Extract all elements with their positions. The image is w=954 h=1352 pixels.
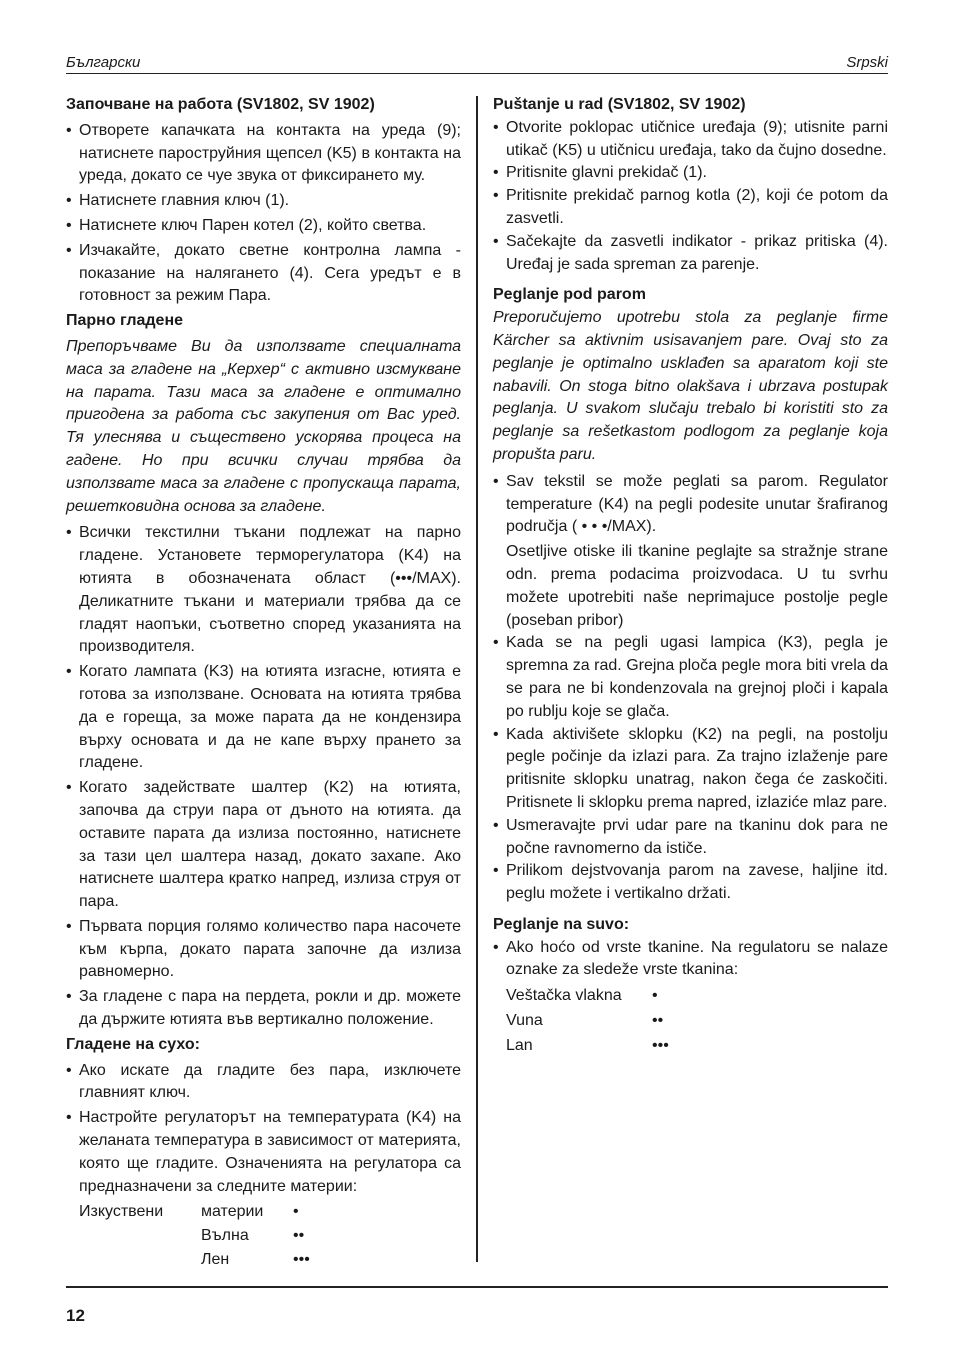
table-row: Veštačka vlakna •	[506, 987, 658, 1005]
start-list	[66, 120, 461, 308]
list-item: • Изчакайте, докато светне контролна лампа - показание на налягането (4). Сега уредът е в готовност за режим Пара.	[66, 241, 461, 305]
subnote: Osetljive otiske ili tkanine peglajte sa stražnje strane odn. prema podacima proizvodaca. U tu svrhu možete upotrebiti naše neprimajuce postolje pegle (poseban pribor)	[506, 543, 888, 629]
fabric-table	[79, 1200, 461, 1272]
list-item: • Първата порция голямо количество пара насочете към кърпа, докато парата започне да излиза равномерно.	[66, 917, 461, 981]
steam-intro-sr: Preporučujemo upotrebu stola za peglanje firme Kärcher sa aktivnim usisavanjem pare. Ovaj sto za peglanje je optimalno usklađen sa aparatom koji ste nabavili. On stoga bitno olakšava i ubrzava postupak peglanja. U svakom slučaju trebalo bi koristiti sto za peglanje sa rešetkastom podlogom za peglanje koja propušta paru.	[493, 309, 888, 463]
list-item: • За гладене с пара на пердета, рокли и др. можете да държите ютията във вертикално положение.	[66, 988, 461, 1029]
dry-list-sr	[493, 937, 888, 983]
footer-rule	[66, 1286, 888, 1288]
right-column	[493, 94, 888, 1059]
list-item: • Sav tekstil se može peglati sa parom. Regulator temperature (K4) na pegli podesite unutar šrafiranog područja ( • • •/MAX). Osetljive otiske ili tkanine peglajte sa stražnje strane odn. prema podacima proizvodaca. U tu svrhu možete upotrebiti naše neprimajuce postolje pegle (poseban pribor)	[493, 471, 888, 633]
list-item: • Отворете капачката на контакта на уреда (9); натиснете пароструйния щепсел (K5) в контакта на уреда, докато се чуе звука от фиксирането му.	[66, 121, 461, 185]
table-row: Vuna ••	[506, 1012, 664, 1030]
list-item: • Otvorite poklopac utičnice uređaja (9); utisnite parni utikač (K5) u utičnicu uređaja, tako da čujno dosedne.	[493, 118, 888, 159]
list-item: • Натиснете главния ключ (1).	[66, 192, 290, 210]
list-item: • Когато лампата (K3) на ютията изгасне, ютията е готова за използване. Основата на ютията трябва да е гореща, за може парата да не кондензира върху основата и да не капе върху прането за гладене.	[66, 663, 461, 772]
steam-list	[66, 522, 461, 1032]
dry-list	[66, 1060, 461, 1199]
list-item: • Prilikom dejstvovanja parom na zavese, haljine itd. peglu možete i vertikalno držati.	[493, 862, 888, 903]
left-column	[66, 94, 461, 1272]
header-language-right: Srpski	[846, 54, 888, 71]
list-item: • Usmeravajte prvi udar pare na tkaninu dok para ne počne ravnomerno da ističe.	[493, 816, 888, 857]
column-divider	[476, 96, 478, 1262]
steam-list-sr	[493, 471, 888, 906]
section-title-steam-sr: Peglanje pod parom	[493, 286, 646, 304]
table-row: Lan •••	[506, 1037, 669, 1055]
table-row: Изкуствени материи •	[79, 1203, 299, 1221]
list-item: • Sačekajte da zasvetli indikator - prikaz pritiska (4). Uređaj je sada spreman za parenje.	[493, 232, 888, 273]
list-item: • Kada aktivišete sklopku (K2) na pegli, na postolju pegle počinje da izlazi para. Za trajno izlaženje pare pritisnite sklopku unatrag, nakon čega će zaskočiti. Pritisnete li sklopku prema napred, izlaziće mlaz pare.	[493, 725, 888, 811]
section-title-steam: Парно гладене	[66, 312, 183, 330]
list-item: • Настройте регулаторът на температурата (K4) на желаната температура в зависимост от материята, която ще гладите. Означенията на регулатора са предназначени за следните материи:	[66, 1109, 461, 1195]
header-rule	[66, 73, 888, 74]
list-item: • Ako hoćo od vrste tkanine. Na regulatoru se nalaze oznake za sledeže vrste tkanina:	[493, 938, 888, 979]
list-item: • Ако искате да гладите без пара, изключете главният ключ.	[66, 1061, 461, 1102]
list-item: • Натиснете ключ Парен котел (2), който светва.	[66, 216, 427, 234]
list-item: • Когато задействате шалтер (K2) на ютията, започва да струи пара от дъното на ютията. да оставите парата да излиза постоянно, натиснете за тази цел шалтера назад, докато захапе. Ако натиснете шалтера кратко напред, излиза струя от пара.	[66, 779, 461, 911]
table-row: Лен •••	[201, 1251, 310, 1269]
section-title-start: Започване на работа (SV1802, SV 1902)	[66, 96, 375, 113]
steam-intro: Препоръчваме Ви да използвате специалната маса за гладене на „Керхер“ с активно изсмукване на парата. Тази маса за гладене е оптимално пригодена за работа със закупения от Вас уред. Тя улеснява и съществено ускорява процеса на гадене. Но при всички случаи трябва да използвате маса за гладене с пропускаща парата, решетковидна основа за гладене.	[66, 337, 461, 515]
start-list-sr	[493, 117, 888, 277]
section-title-dry: Гладене на сухо:	[66, 1035, 200, 1053]
table-row: Вълна ••	[201, 1227, 305, 1245]
page-number: 12	[66, 1306, 85, 1325]
list-item: • Pritisnite glavni prekidač (1).	[493, 164, 707, 182]
header-language-left: Български	[66, 54, 141, 71]
list-item: • Pritisnite prekidač parnog kotla (2), koji će potom da zasvetli.	[493, 187, 888, 227]
section-title-dry-sr: Peglanje na suvo:	[493, 915, 630, 933]
fabric-table-sr	[506, 984, 888, 1059]
list-item: • Kada se na pegli ugasi lampica (K3), pegla je spremna za rad. Grejna ploča pegle mora biti vrela da se para ne bi kondenzovala na grejnoj ploči i kapala po rublju koje se glača.	[493, 634, 888, 720]
section-title-start-sr: Puštanje u rad (SV1802, SV 1902)	[493, 96, 746, 113]
list-item: • Всички текстилни тъкани подлежат на парно гладене. Установете терморегулатора (K4) на ютията в обозначената област (•••/MAX). Деликатните тъкани и материали трябва да се гладят наопъки, съответно според указанията на производителя.	[66, 524, 461, 656]
